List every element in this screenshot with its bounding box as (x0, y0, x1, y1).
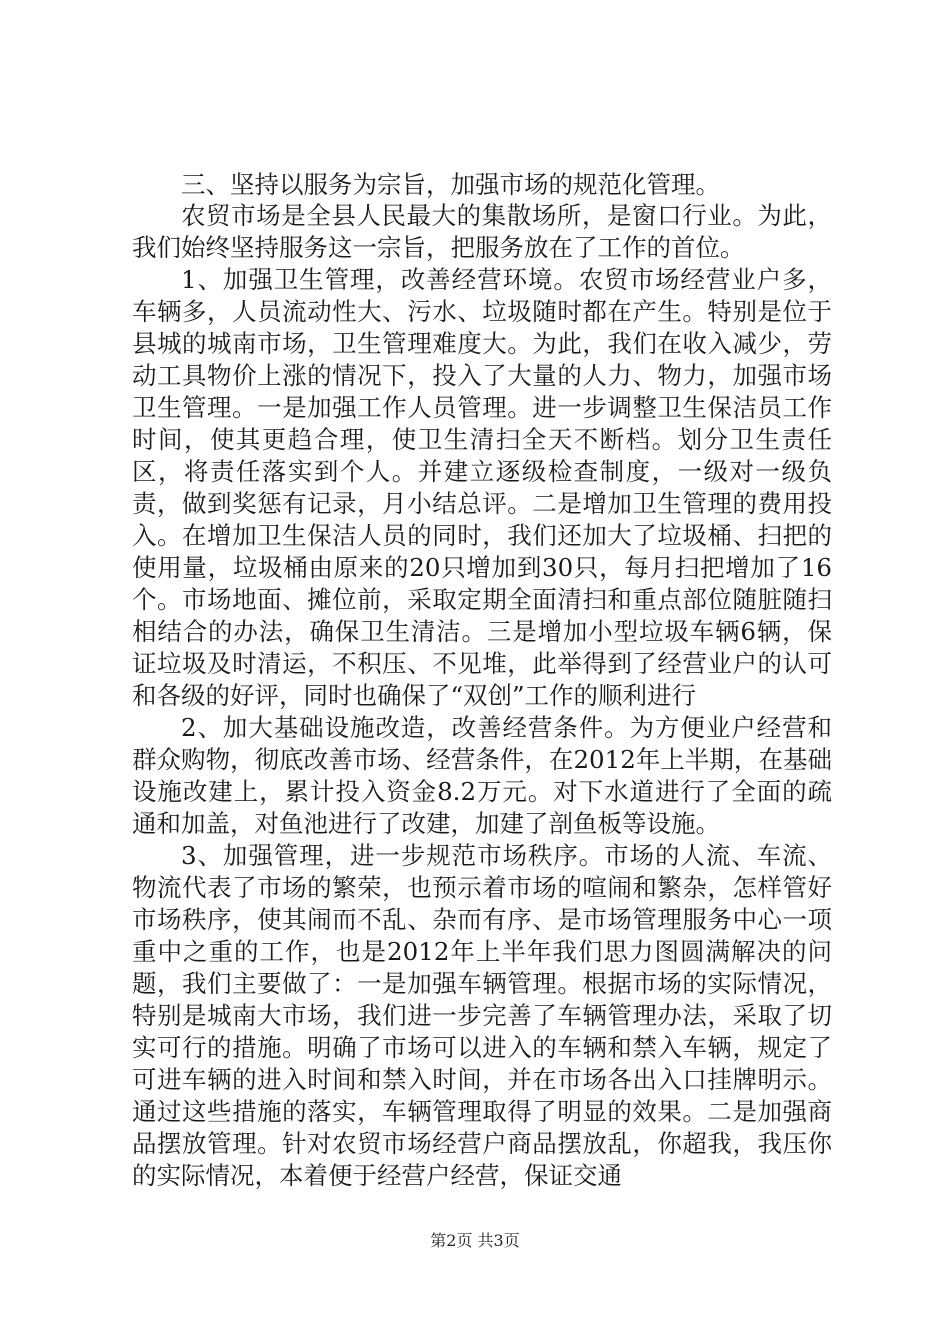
document-body (132, 170, 832, 1192)
paragraph-market-order: 3、加强管理，进一步规范市场秩序。市场的人流、车流、物流代表了市场的繁荣，也预示着市场的喧闹和繁杂，怎样管好市场秩序，使其闹而不乱、杂而有序、是市场管理服务中心一项重中之重的工作，也是2012年上半年我们思力图圆满解决的问题，我们主要做了：一是加强车辆管理。根据市场的实际情况，特别是城南大市场，我们进一步完善了车辆管理办法，采取了切实可行的措施。明确了市场可以进入的车辆和禁入车辆，规定了可进车辆的进入时间和禁入时间，并在市场各出入口挂牌明示。通过这些措施的落实，车辆管理取得了明显的效果。二是加强商品摆放管理。针对农贸市场经营户商品摆放乱，你超我，我压你的实际情况，本着便于经营户经营，保证交通 (132, 841, 832, 1190)
section-heading: 三、坚持以服务为宗旨，加强市场的规范化管理。 (181, 170, 720, 199)
paragraph-intro: 农贸市场是全县人民最大的集散场所，是窗口行业。为此，我们始终坚持服务这一宗旨，把服务放在了工作的首位。 (132, 201, 832, 262)
paragraph-infrastructure: 2、加大基础设施改造，改善经营条件。为方便业户经营和群众购物，彻底改善市场、经营条件，在2012年上半期，在基础设施改建上，累计投入资金8.2万元。对下水道进行了全面的疏通和加盖，对鱼池进行了改建，加建了剖鱼板等设施。 (132, 713, 832, 838)
page-number-footer: 第2页 共3页 (430, 1231, 520, 1250)
paragraph-sanitation: 1、加强卫生管理，改善经营环境。农贸市场经营业户多，车辆多，人员流动性大、污水、垃圾随时都在产生。特别是位于县城的城南市场，卫生管理难度大。为此，我们在收入减少，劳动工具物价上涨的情况下，投入了大量的人力、物力，加强市场卫生管理。一是加强工作人员管理。进一步调整卫生保洁员工作时间，使其更趋合理，使卫生清扫全天不断档。划分卫生责任区，将责任落实到个人。并建立逐级检查制度，一级对一级负责，做到奖惩有记录，月小结总评。二是增加卫生管理的费用投入。在增加卫生保洁人员的同时，我们还加大了垃圾桶、扫把的使用量，垃圾桶由原来的20只增加到30只，每月扫把增加了16个。市场地面、摊位前，采取定期全面清扫和重点部位随脏随扫相结合的办法，确保卫生清洁。三是增加小型垃圾车辆6辆，保证垃圾及时清运，不积压、不见堆，此举得到了经营业户的认可和各级的好评，同时也确保了“双创”工作的顺利进行 (132, 265, 832, 710)
